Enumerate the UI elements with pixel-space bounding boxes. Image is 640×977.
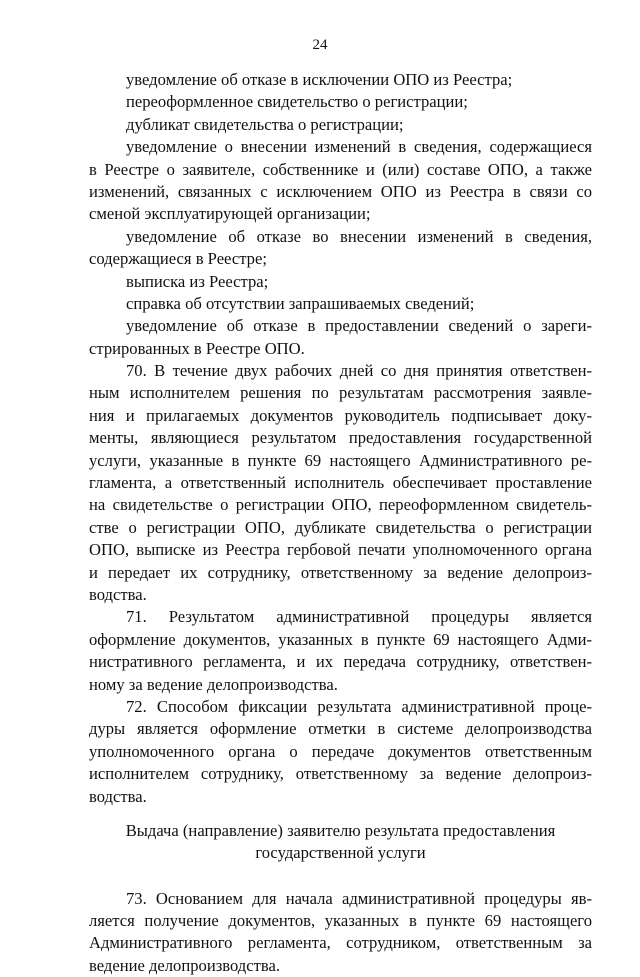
document-body bbox=[89, 69, 592, 977]
paragraph-line: услуги, указанные в пункте 69 настоящего Административного ре- bbox=[89, 450, 592, 470]
paragraph-line: сменой эксплуатирующей организации; bbox=[89, 204, 371, 224]
paragraph-line: нистративного регламента, и их передача сотруднику, ответствен- bbox=[89, 652, 592, 672]
paragraph-line: 73. Основанием для начала административной процедуры яв- bbox=[126, 888, 592, 908]
paragraph-line: водства. bbox=[89, 584, 147, 604]
paragraph-line: 72. Способом фиксации результата административной проце- bbox=[126, 696, 592, 716]
paragraph-line: уведомление об отказе в исключении ОПО из Реестра; bbox=[126, 70, 513, 89]
paragraph-line: уведомление об отказе во внесении изменений в сведения, bbox=[126, 226, 592, 246]
paragraph-line: оформление документов, указанных в пункте 69 настоящего Адми- bbox=[89, 629, 592, 649]
paragraph-line: содержащиеся в Реестре; bbox=[89, 249, 267, 269]
paragraph-line: 70. В течение двух рабочих дней со дня принятия ответствен- bbox=[126, 361, 592, 381]
paragraph-line: водства. bbox=[89, 786, 147, 806]
paragraph-line: ному за ведение делопроизводства. bbox=[89, 674, 338, 694]
section-heading-line: государственной услуги bbox=[255, 843, 426, 863]
paragraph-line: Административного регламента, сотрудником, ответственным за bbox=[89, 933, 592, 953]
paragraph-line: стрированных в Реестре ОПО. bbox=[89, 338, 305, 358]
paragraph-line: 71. Результатом административной процедуры является bbox=[126, 607, 592, 627]
paragraph-line: ным исполнителем решения по результатам рассмотрения заявле- bbox=[89, 383, 592, 403]
paragraph-line: стве о регистрации ОПО, дубликате свидетельства о регистрации bbox=[89, 517, 592, 537]
paragraph-line: уполномоченного органа о передаче документов ответственным bbox=[89, 741, 592, 761]
paragraph-line: ведение делопроизводства. bbox=[89, 955, 280, 975]
paragraph-line: ляется получение документов, указанных в пункте 69 настоящего bbox=[89, 911, 592, 931]
paragraph-line: дубликат свидетельства о регистрации; bbox=[126, 114, 404, 134]
paragraph-line: справка об отсутствии запрашиваемых сведений; bbox=[126, 293, 475, 313]
paragraph-line: уведомление об отказе в предоставлении сведений о зареги- bbox=[126, 316, 592, 336]
paragraph-line: переоформленное свидетельство о регистрации; bbox=[126, 92, 468, 112]
paragraph-line: и передает их сотруднику, ответственному за ведение делопроиз- bbox=[89, 562, 592, 582]
paragraph-line: уведомление о внесении изменений в сведения, содержащиеся bbox=[126, 137, 592, 157]
paragraph-line: ния и прилагаемых документов руководитель подписывает доку- bbox=[89, 405, 592, 425]
paragraph-line: дуры является оформление отметки в системе делопроизводства bbox=[89, 719, 592, 739]
paragraph-line: на свидетельстве о регистрации ОПО, переоформленном свидетель- bbox=[89, 495, 592, 515]
paragraph-line: гламента, а ответственный исполнитель обеспечивает проставление bbox=[89, 473, 592, 493]
spacer bbox=[89, 865, 592, 888]
paragraph-line: исполнителем сотруднику, ответственному за ведение делопроиз- bbox=[89, 764, 592, 784]
page-number: 24 bbox=[312, 37, 328, 53]
paragraph-line: изменений, связанных с исключением ОПО из Реестра в связи со bbox=[89, 181, 592, 201]
paragraph-line: ОПО, выписке из Реестра гербовой печати уполномоченного органа bbox=[89, 540, 592, 560]
paragraph-line: менты, являющиеся результатом предоставления государственной bbox=[89, 428, 592, 448]
paragraph-line: выписка из Реестра; bbox=[126, 271, 269, 291]
paragraph-line: в Реестре о заявителе, собственнике и (или) составе ОПО, а также bbox=[89, 159, 592, 179]
spacer bbox=[89, 808, 592, 820]
section-heading-line: Выдача (направление) заявителю результата предоставления bbox=[125, 820, 556, 840]
